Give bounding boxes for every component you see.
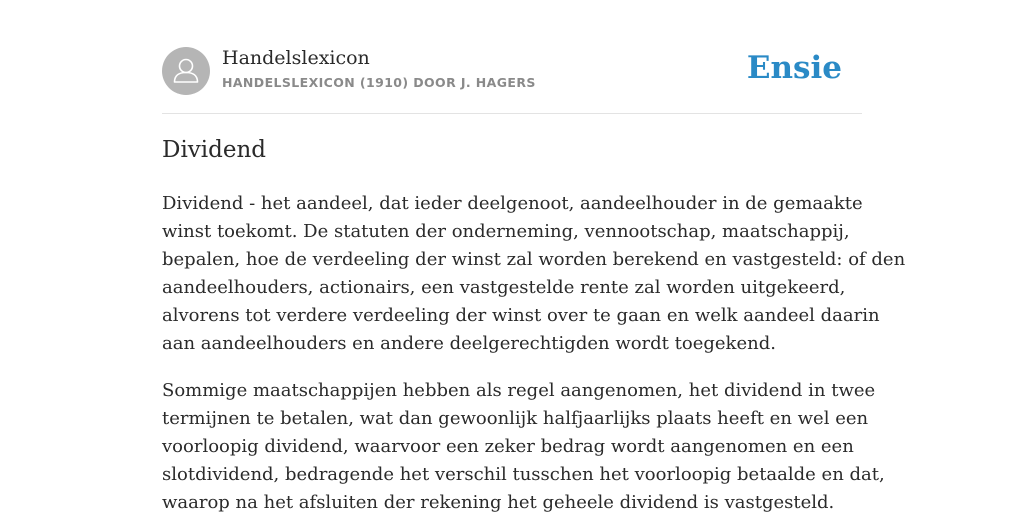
text-line: voorloopig dividend, waarvoor een zeker bedrag wordt aangenomen en een (162, 436, 854, 457)
text-line: Dividend - het aandeel, dat ieder deelgenoot, aandeelhouder in de gemaakte (162, 193, 863, 214)
brand-logo[interactable]: Ensie (746, 50, 842, 86)
text-line: waarop na het afsluiten der rekening het geheele dividend is vastgesteld. (162, 492, 835, 512)
text-line: bepalen, hoe de verdeeling der winst zal worden berekend en vastgesteld: of den (162, 249, 906, 270)
text-line: aandeelhouders, actionairs, een vastgestelde rente zal worden uitgekeerd, (162, 277, 846, 298)
source-header (162, 47, 862, 95)
header-divider (162, 113, 862, 114)
text-line: alvorens tot verdere verdeeling der winst over te gaan en welk aandeel daarin (162, 305, 880, 326)
source-subtitle[interactable]: HANDELSLEXICON (1910) DOOR J. HAGERS (222, 75, 536, 90)
entry-body (162, 190, 906, 512)
avatar[interactable] (162, 47, 210, 95)
paragraph (162, 190, 906, 358)
paragraph (162, 377, 885, 512)
text-line: Sommige maatschappijen hebben als regel aangenomen, het dividend in twee (162, 380, 876, 401)
text-line: winst toekomt. De statuten der onderneming, vennootschap, maatschappij, (162, 221, 850, 242)
text-line: termijnen te betalen, wat dan gewoonlijk halfjaarlijks plaats heeft en wel een (162, 408, 869, 429)
text-line: aan aandeelhouders en andere deelgerechtigden wordt toegekend. (162, 333, 776, 354)
entry-title: Dividend (162, 137, 267, 163)
user-silhouette-icon (162, 47, 210, 95)
text-line: slotdividend, bedragende het verschil tusschen het voorloopig betaalde en dat, (162, 464, 885, 485)
source-title[interactable]: Handelslexicon (222, 47, 370, 69)
